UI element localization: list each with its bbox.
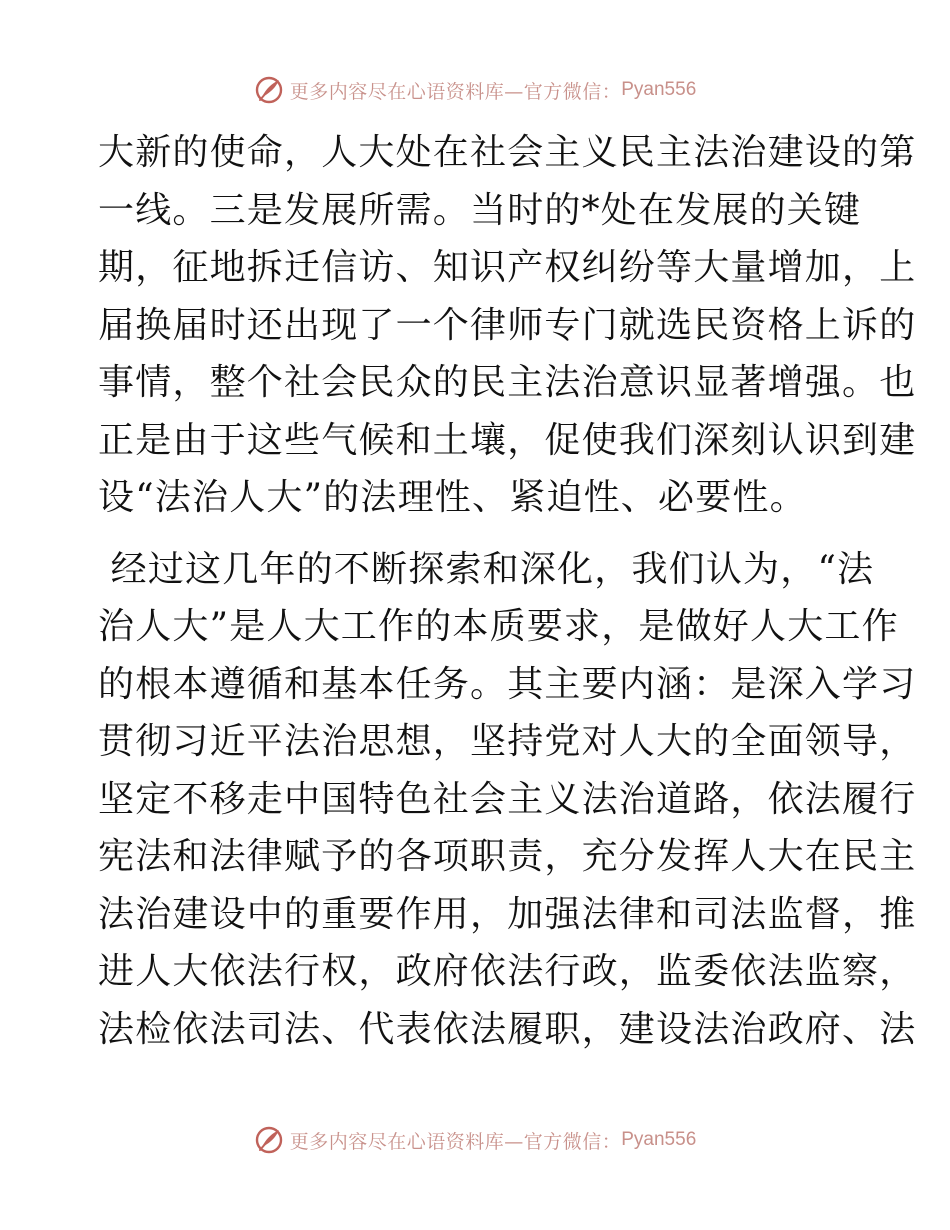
paragraph	[98, 541, 917, 1116]
text-line: 期，征地拆迁信访、知识产权纠纷等大量增加，上	[98, 247, 917, 288]
text-line: 坚定不移走中国特色社会主义法治道路，依法履行	[98, 778, 917, 820]
banner-text: 更多内容尽在心语资料库—官方微信：	[289, 1130, 622, 1153]
feather-quill-logo-icon	[254, 1125, 284, 1155]
document-body	[98, 124, 917, 1116]
header-banner	[0, 70, 950, 110]
paragraph-spacer	[98, 527, 858, 541]
banner-text: 更多内容尽在心语资料库—官方微信：	[289, 80, 622, 103]
text-line: 法治建设中的重要作用，加强法律和司法监督，推	[98, 893, 917, 935]
text-line: 法检依法司法、代表依法履职，建设法治政府、法	[98, 1008, 917, 1050]
text-line: 大新的使命，人大处在社会主义民主法治建设的第	[98, 132, 917, 173]
banner-wechat-id: Pyan556	[621, 79, 697, 100]
text-line: 事情，整个社会民众的民主法治意识显著增强。也	[98, 362, 917, 403]
text-line: 正是由于这些气候和土壤，促使我们深刻认识到建	[98, 419, 917, 461]
feather-quill-logo-icon	[254, 75, 284, 105]
text-line: 贯彻习近平法治思想，坚持党对人大的全面领导，	[98, 721, 917, 762]
text-line: 一线。三是发展所需。当时的*处在发展的关键	[98, 189, 862, 231]
text-line: 届换届时还出现了一个律师专门就选民资格上诉的	[98, 304, 917, 346]
text-line	[98, 1058, 858, 1116]
paragraph	[98, 124, 917, 527]
text-line: 经过这几年的不断探索和深化，我们认为，“法	[98, 548, 875, 590]
banner-wechat-id: Pyan556	[621, 1129, 697, 1150]
text-line: 宪法和法律赋予的各项职责，充分发挥人大在民主	[98, 836, 917, 877]
text-line: 的根本遵循和基本任务。其主要内涵：是深入学习	[98, 663, 917, 705]
text-line: 设“法治人大”的法理性、紧迫性、必要性。	[98, 477, 807, 518]
text-line: 治人大”是人大工作的本质要求，是做好人大工作	[98, 606, 899, 647]
text-line: 进人大依法行权，政府依法行政，监委依法监察，	[98, 951, 917, 992]
footer-banner	[0, 1120, 950, 1160]
